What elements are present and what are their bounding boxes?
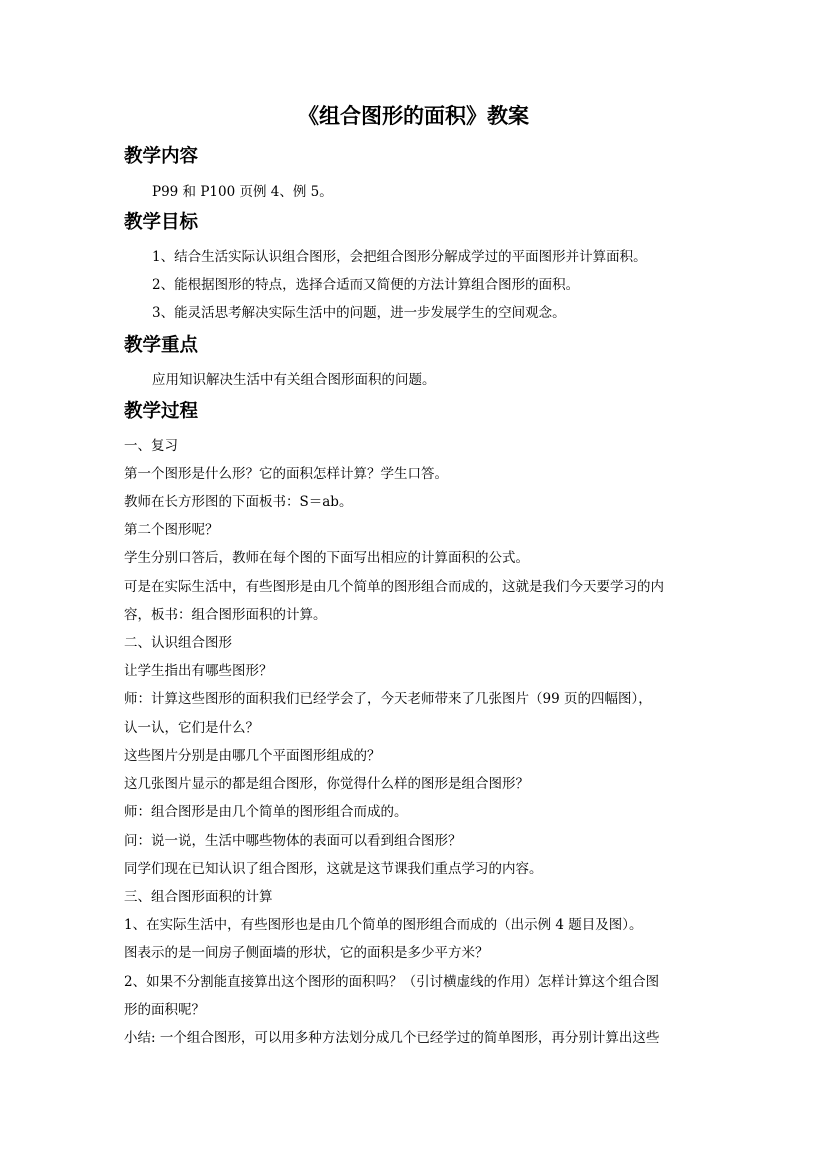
document-title: 《组合图形的面积》教案: [298, 103, 529, 128]
process-line: 师：计算这些图形的面积我们已经学会了，今天老师带来了几张图片（99 页的四幅图），: [124, 691, 652, 707]
process-line: 形的面积呢？: [124, 1002, 205, 1018]
section-heading-goals: 教学目标: [124, 212, 199, 233]
process-line: 师：组合图形是由几个简单的图形组合而成的。: [124, 804, 408, 820]
process-line: 这几张图片显示的都是组合图形，你觉得什么样的图形是组合图形？: [124, 776, 529, 792]
content-line: P99 和 P100 页例 4、例 5。: [152, 184, 333, 200]
process-line: 图表示的是一间房子侧面墙的形状，它的面积是多少平方米？: [124, 945, 489, 961]
process-line: 第二个图形呢？: [124, 522, 219, 538]
process-line: 问：说一说，生活中哪些物体的表面可以看到组合图形？: [124, 833, 462, 849]
process-line: 一、复习: [124, 438, 178, 454]
process-line: 第一个图形是什么形？它的面积怎样计算？学生口答。: [124, 466, 448, 482]
process-line: 这些图片分别是由哪几个平面图形组成的？: [124, 748, 381, 764]
section-heading-process: 教学过程: [124, 401, 199, 422]
process-line: 学生分别口答后，教师在每个图的下面写出相应的计算面积的公式。: [124, 550, 529, 566]
process-line: 让学生指出有哪些图形？: [124, 663, 273, 679]
section-heading-content: 教学内容: [124, 146, 199, 167]
process-line: 容，板书：组合图形面积的计算。: [124, 607, 327, 623]
goal-line-3: 3、能灵活思考解决实际生活中的问题，进一步发展学生的空间观念。: [152, 305, 566, 321]
process-line: 2、如果不分割能直接算出这个图形的面积吗？（引讨横虚线的作用）怎样计算这个组合图: [124, 974, 660, 990]
process-line: 1、在实际生活中，有些图形也是由几个简单的图形组合而成的（出示例 4 题目及图）。: [124, 917, 643, 933]
goal-line-2: 2、能根据图形的特点，选择合适而又简便的方法计算组合图形的面积。: [152, 277, 580, 293]
process-line: 教师在长方形图的下面板书：S＝ab。: [124, 494, 353, 510]
section-heading-key-points: 教学重点: [124, 335, 199, 356]
process-line: 同学们现在已知认识了组合图形，这就是这节课我们重点学习的内容。: [124, 861, 543, 877]
process-line: 二、认识组合图形: [124, 635, 232, 651]
process-line: 三、组合图形面积的计算: [124, 889, 273, 905]
goal-line-1: 1、结合生活实际认识组合图形，会把组合图形分解成学过的平面图形并计算面积。: [152, 249, 647, 265]
key-point-line: 应用知识解决生活中有关组合图形面积的问题。: [152, 372, 436, 388]
process-line: 认一认，它们是什么？: [124, 720, 259, 736]
process-line: 可是在实际生活中，有些图形是由几个简单的图形组合而成的，这就是我们今天要学习的内: [124, 579, 664, 595]
process-line: 小结: 一个组合图形，可以用多种方法划分成几个已经学过的简单图形，再分别计算出这些: [124, 1030, 660, 1046]
